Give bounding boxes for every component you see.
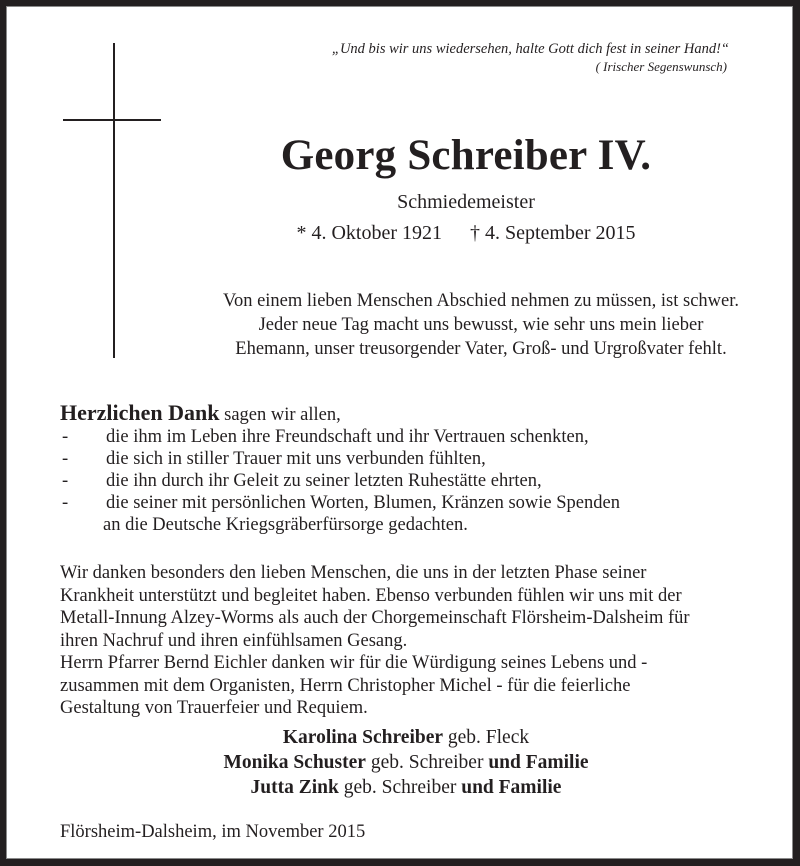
signer bbox=[136, 775, 676, 800]
death-date: † 4. September 2015 bbox=[470, 222, 636, 244]
thanks-item bbox=[60, 470, 620, 492]
signer bbox=[136, 750, 676, 775]
cross-horizontal-bar bbox=[63, 119, 161, 121]
cross-vertical-bar bbox=[113, 43, 115, 358]
thanks-heading bbox=[60, 402, 620, 426]
thanks-item-text: die ihn durch ihr Geleit zu seiner letzten Ruhestätte ehrten, bbox=[106, 471, 542, 491]
thanks-item-text: die seiner mit persönlichen Worten, Blumen, Kränzen sowie Spenden bbox=[106, 493, 620, 513]
dash-bullet: - bbox=[62, 493, 69, 513]
thanks-item bbox=[60, 492, 620, 514]
motto-source: ( Irischer Segenswunsch) bbox=[595, 59, 727, 74]
farewell-quote bbox=[176, 289, 786, 361]
paragraph-line: Gestaltung von Trauerfeier und Requiem. bbox=[60, 698, 368, 718]
signers-block bbox=[136, 725, 676, 800]
thanks-section bbox=[60, 402, 620, 536]
special-thanks-paragraph bbox=[60, 562, 760, 720]
thanks-heading-bold: Herzlichen Dank bbox=[60, 400, 220, 425]
thanks-item-text: die sich in stiller Trauer mit uns verbunden fühlten, bbox=[106, 449, 486, 469]
signer-suffix: und Familie bbox=[461, 777, 562, 798]
paragraph-line: Wir danken besonders den lieben Menschen, die uns in der letzten Phase seiner bbox=[60, 563, 647, 583]
dash-bullet: - bbox=[62, 427, 69, 447]
signer-maiden-name: geb. Schreiber bbox=[365, 752, 489, 773]
dash-bullet: - bbox=[62, 471, 69, 491]
farewell-line: Ehemann, unser treusorgender Vater, Groß- und Urgroßvater fehlt. bbox=[235, 339, 727, 359]
motto-quote: „Und bis wir uns wiedersehen, halte Gott dich fest in seiner Hand!“ bbox=[331, 41, 729, 57]
place-and-date: Flörsheim-Dalsheim, im November 2015 bbox=[60, 822, 366, 842]
paragraph-line: Krankheit unterstützt und begleitet haben. Ebenso verbunden fühlen wir uns mit der bbox=[60, 585, 682, 606]
signer-name: Monika Schuster bbox=[223, 752, 366, 773]
signer-name: Jutta Zink bbox=[250, 777, 339, 798]
signer-name: Karolina Schreiber bbox=[282, 727, 444, 748]
thanks-item bbox=[60, 426, 620, 448]
farewell-line: Von einem lieben Menschen Abschied nehmen zu müssen, ist schwer. bbox=[222, 291, 739, 311]
signer-suffix: und Familie bbox=[488, 752, 589, 773]
paragraph-line: Herrn Pfarrer Bernd Eichler danken wir für die Würdigung seines Lebens und - bbox=[60, 653, 648, 673]
paragraph-line: ihren Nachruf und ihren einfühlsamen Gesang. bbox=[60, 630, 408, 651]
paragraph-line: zusammen mit dem Organisten, Herrn Christopher Michel - für die feierliche bbox=[60, 675, 631, 696]
deceased-name: Georg Schreiber IV. bbox=[280, 132, 652, 179]
obituary-page bbox=[6, 6, 793, 859]
deceased-profession: Schmiedemeister bbox=[397, 191, 535, 213]
signer bbox=[136, 725, 676, 750]
paragraph-line: Metall-Innung Alzey-Worms als auch der Chorgemeinschaft Flörsheim-Dalsheim für bbox=[60, 608, 690, 628]
thanks-heading-rest: sagen wir allen, bbox=[219, 405, 341, 425]
life-dates bbox=[186, 220, 746, 246]
farewell-line: Jeder neue Tag macht uns bewusst, wie sehr uns mein lieber bbox=[258, 315, 704, 335]
dash-bullet: - bbox=[62, 449, 69, 469]
signer-maiden-name: geb. Schreiber bbox=[338, 777, 462, 798]
birth-date: * 4. Oktober 1921 bbox=[296, 222, 442, 244]
thanks-item-continuation: an die Deutsche Kriegsgräberfürsorge gedachten. bbox=[103, 515, 468, 535]
thanks-item bbox=[60, 448, 620, 470]
signer-maiden-name: geb. Fleck bbox=[443, 727, 530, 748]
thanks-item-text: die ihm im Leben ihre Freundschaft und ihr Vertrauen schenkten, bbox=[106, 427, 589, 447]
